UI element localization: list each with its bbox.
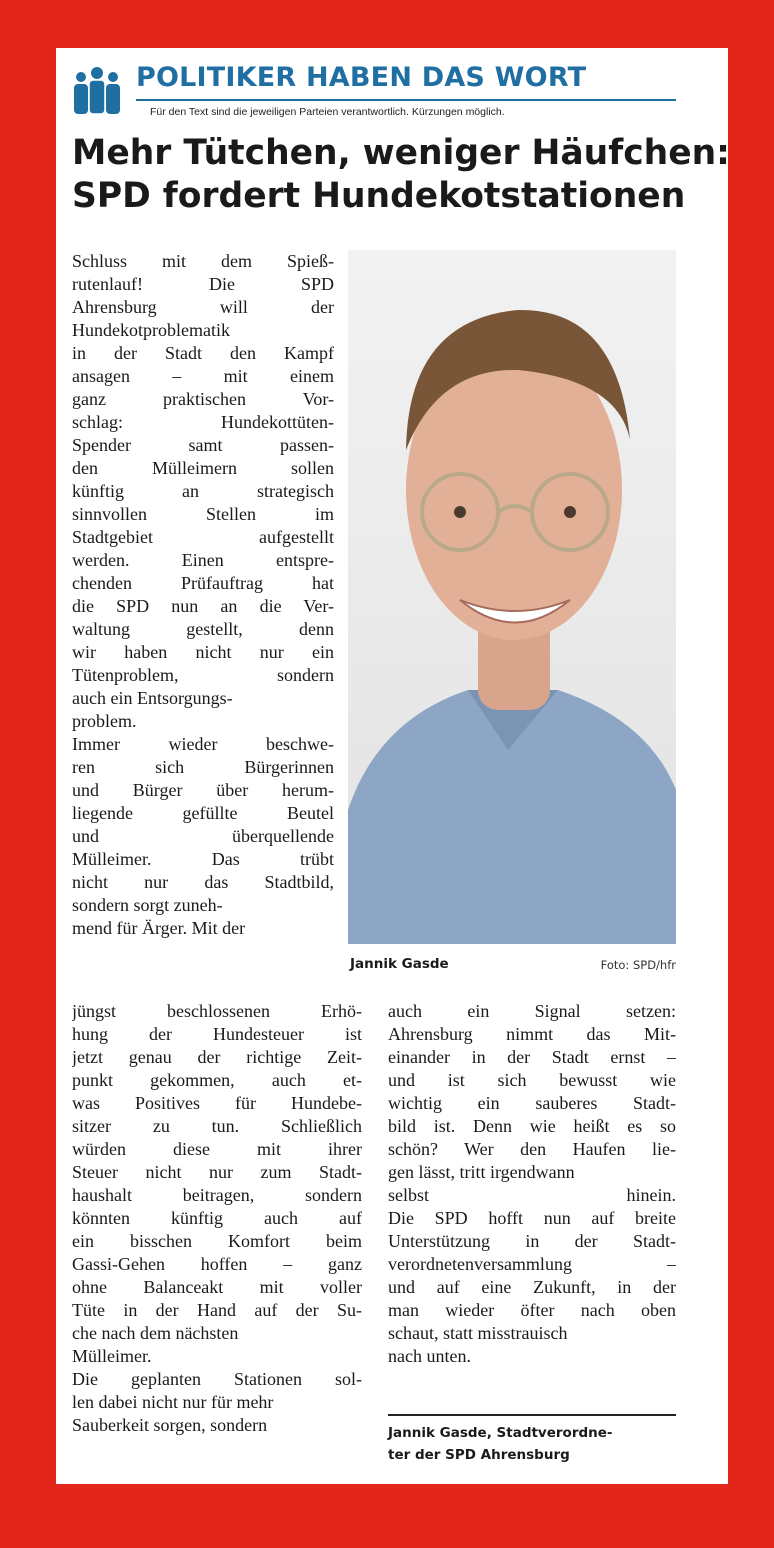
text-line: selbst hinein. — [388, 1185, 676, 1205]
text-line: Ahrensburg nimmt das Mit- — [388, 1024, 676, 1044]
article-column-right — [388, 1000, 676, 1368]
text-line: den Mülleimern sollen — [72, 458, 334, 478]
photo-credit: Foto: SPD/hfr — [600, 958, 676, 972]
text-line: Steuer nicht nur zum Stadt- — [72, 1162, 362, 1182]
text-line: che nach dem nächsten — [72, 1323, 239, 1343]
headline-line-1: Mehr Tütchen, weniger Häufchen: — [72, 133, 730, 173]
text-line: auch ein Entsorgungs- — [72, 688, 233, 708]
text-line: würden diese mit ihrer — [72, 1139, 362, 1159]
text-line: sondern sorgt zuneh- — [72, 895, 223, 915]
text-line: werden. Einen entspre- — [72, 550, 334, 570]
text-line: bild ist. Denn wie heißt es so — [388, 1116, 676, 1136]
text-line: ohne Balanceakt mit voller — [72, 1277, 362, 1297]
portrait-illustration — [348, 250, 676, 944]
text-line: waltung gestellt, denn — [72, 619, 334, 639]
text-line: Mülleimer. — [72, 1346, 152, 1366]
text-line: Unterstützung in der Stadt- — [388, 1231, 676, 1251]
text-line: Die geplanten Stationen sol- — [72, 1369, 362, 1389]
text-line: mend für Ärger. Mit der — [72, 918, 246, 938]
text-line: Mülleimer. Das trübt — [72, 849, 334, 869]
text-line: verordnetenversammlung – — [388, 1254, 676, 1274]
text-line: ein bisschen Komfort beim — [72, 1231, 362, 1251]
text-line: nach unten. — [388, 1346, 471, 1366]
text-line: Stadtgebiet aufgestellt — [72, 527, 334, 547]
text-line: Sauberkeit sorgen, sondern — [72, 1415, 268, 1435]
text-line: Ahrensburg will der — [72, 297, 334, 317]
text-line: hung der Hundesteuer ist — [72, 1024, 362, 1044]
text-line: chenden Prüfauftrag hat — [72, 573, 334, 593]
text-line: und ist sich bewusst wie — [388, 1070, 676, 1090]
text-line: rutenlauf! Die SPD — [72, 274, 334, 294]
section-disclaimer: Für den Text sind die jeweiligen Parteien verantwortlich. Kürzungen möglich. — [150, 106, 505, 118]
text-line: haushalt beitragen, sondern — [72, 1185, 362, 1205]
author-signature — [388, 1422, 613, 1466]
text-line: punkt gekommen, auch et- — [72, 1070, 362, 1090]
text-line: schaut, statt misstrauisch — [388, 1323, 568, 1343]
signature-line-2: ter der SPD Ahrensburg — [388, 1447, 570, 1463]
text-line: und überquellende — [72, 826, 334, 846]
headline-line-2: SPD fordert Hundekotstationen — [72, 176, 686, 216]
text-line: sitzer zu tun. Schließlich — [72, 1116, 362, 1136]
portrait-photo — [348, 250, 676, 944]
text-line: ren sich Bürgerinnen — [72, 757, 334, 777]
section-title: POLITIKER HABEN DAS WORT — [136, 62, 587, 93]
text-line: ganz praktischen Vor- — [72, 389, 334, 409]
text-line: die SPD nun an die Ver- — [72, 596, 334, 616]
text-line: Hundekotproblematik — [72, 320, 230, 340]
text-line: Schluss mit dem Spieß- — [72, 251, 334, 271]
text-line: ansagen – mit einem — [72, 366, 334, 386]
article-headline — [72, 132, 730, 218]
article-column-left-top — [72, 250, 334, 940]
text-line: und Bürger über herum- — [72, 780, 334, 800]
article-column-left-bottom — [72, 1000, 362, 1437]
text-line: sinnvollen Stellen im — [72, 504, 334, 524]
text-line: künftig an strategisch — [72, 481, 334, 501]
text-line: gen lässt, tritt irgendwann — [388, 1162, 575, 1182]
text-line: liegende gefüllte Beutel — [72, 803, 334, 823]
text-line: schlag: Hundekottüten- — [72, 412, 334, 432]
text-line: jetzt genau der richtige Zeit- — [72, 1047, 362, 1067]
text-line: man wieder öfter nach oben — [388, 1300, 676, 1320]
signature-line-1: Jannik Gasde, Stadtverordne- — [388, 1425, 613, 1441]
text-line: Die SPD hofft nun auf breite — [388, 1208, 676, 1228]
section-title-rule — [136, 99, 676, 101]
text-line: Tüte in der Hand auf der Su- — [72, 1300, 362, 1320]
text-line: in der Stadt den Kampf — [72, 343, 334, 363]
text-line: könnten künftig auch auf — [72, 1208, 362, 1228]
text-line: jüngst beschlossenen Erhö- — [72, 1001, 362, 1021]
text-line: wir haben nicht nur ein — [72, 642, 334, 662]
text-line: Gassi-Gehen hoffen – ganz — [72, 1254, 362, 1274]
people-group-icon — [71, 64, 123, 116]
text-line: auch ein Signal setzen: — [388, 1001, 676, 1021]
text-line: Spender samt passen- — [72, 435, 334, 455]
text-line: schön? Wer den Haufen lie- — [388, 1139, 676, 1159]
text-line: problem. — [72, 711, 137, 731]
text-line: len dabei nicht nur für mehr — [72, 1392, 274, 1412]
text-line: und auf eine Zukunft, in der — [388, 1277, 676, 1297]
text-line: was Positives für Hundebe- — [72, 1093, 362, 1113]
text-line: einander in der Stadt ernst – — [388, 1047, 676, 1067]
signature-rule — [388, 1414, 676, 1416]
text-line: Immer wieder beschwe- — [72, 734, 334, 754]
text-line: nicht nur das Stadtbild, — [72, 872, 334, 892]
text-line: wichtig ein sauberes Stadt- — [388, 1093, 676, 1113]
text-line: Tütenproblem, sondern — [72, 665, 334, 685]
photo-caption-name: Jannik Gasde — [350, 956, 449, 972]
